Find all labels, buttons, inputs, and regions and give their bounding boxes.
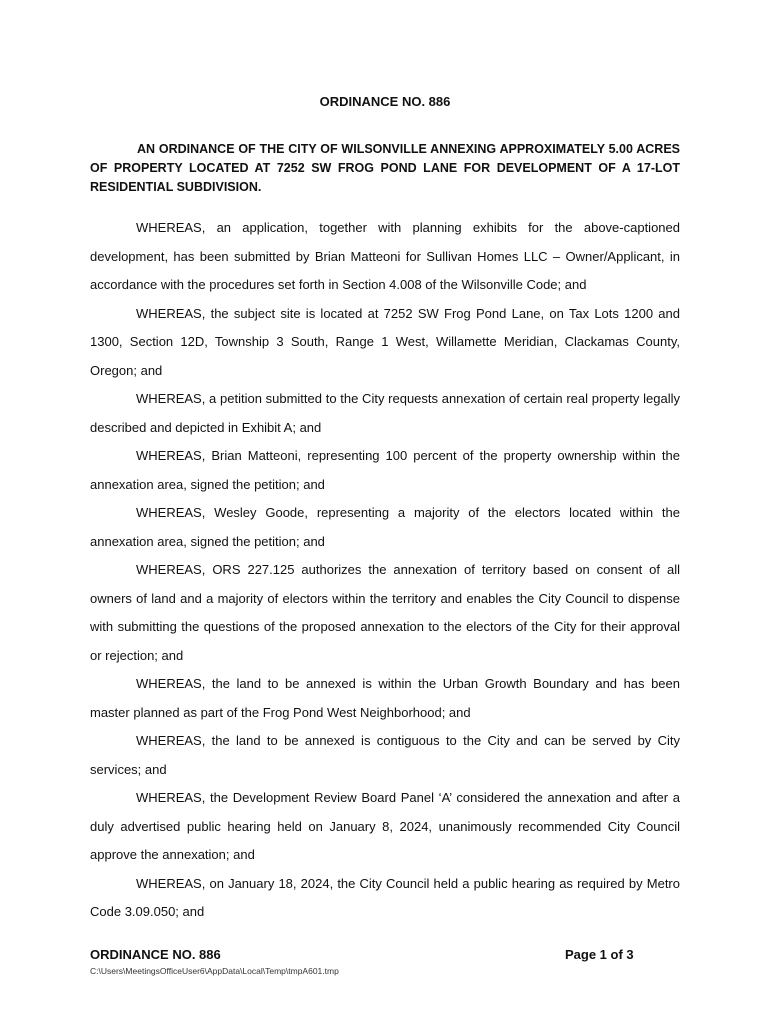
whereas-paragraph: WHEREAS, Brian Matteoni, representing 100 percent of the property ownership within the annexation area, signed the petition; and	[90, 448, 680, 492]
whereas-paragraph: WHEREAS, ORS 227.125 authorizes the annexation of territory based on consent of all owners of land and a majority of electors within the territory and enables the City Council to dispense with submitting the questions of the proposed annexation to the electors of the City for their approval or rejection; and	[90, 562, 680, 663]
whereas-paragraph: WHEREAS, Wesley Goode, representing a majority of the electors located within the annexation area, signed the petition; and	[90, 505, 680, 549]
whereas-paragraph: WHEREAS, the land to be annexed is within the Urban Growth Boundary and has been master planned as part of the Frog Pond West Neighborhood; and	[90, 676, 680, 720]
whereas-paragraph: WHEREAS, a petition submitted to the City requests annexation of certain real property legally described and depicted in Exhibit A; and	[90, 391, 680, 435]
ordinance-caption: AN ORDINANCE OF THE CITY OF WILSONVILLE ANNEXING APPROXIMATELY 5.00 ACRES OF PROPERTY LOCATED AT 7252 SW FROG POND LANE FOR DEVELOPMENT OF A 17-LOT RESIDENTIAL SUBDIVISION.	[90, 142, 680, 194]
footer-file-path: C:\Users\MeetingsOfficeUser6\AppData\Local\Temp\tmpA601.tmp	[90, 966, 339, 976]
ordinance-title: ORDINANCE NO. 886	[319, 94, 451, 109]
whereas-paragraph: WHEREAS, the subject site is located at 7252 SW Frog Pond Lane, on Tax Lots 1200 and 1300, Section 12D, Township 3 South, Range 1 West, Willamette Meridian, Clackamas County, Oregon; and	[90, 305, 680, 378]
footer-page-number: Page 1 of 3	[565, 947, 634, 962]
whereas-paragraph: WHEREAS, an application, together with planning exhibits for the above-captioned development, has been submitted by Brian Matteoni for Sullivan Homes LLC – Owner/Applicant, in accordance with the procedures set forth in Section 4.008 of the Wilsonville Code; and	[90, 220, 680, 292]
whereas-paragraph: WHEREAS, the land to be annexed is contiguous to the City and can be served by City services; and	[90, 733, 680, 777]
footer-ordinance-number: ORDINANCE NO. 886	[90, 947, 221, 962]
whereas-paragraph: WHEREAS, the Development Review Board Panel ‘A’ considered the annexation and after a duly advertised public hearing held on January 8, 2024, unanimously recommended City Council approve the annexation; and	[90, 790, 680, 862]
whereas-clauses	[90, 214, 680, 927]
whereas-paragraph: WHEREAS, on January 18, 2024, the City Council held a public hearing as required by Metro Code 3.09.050; and	[90, 875, 680, 919]
